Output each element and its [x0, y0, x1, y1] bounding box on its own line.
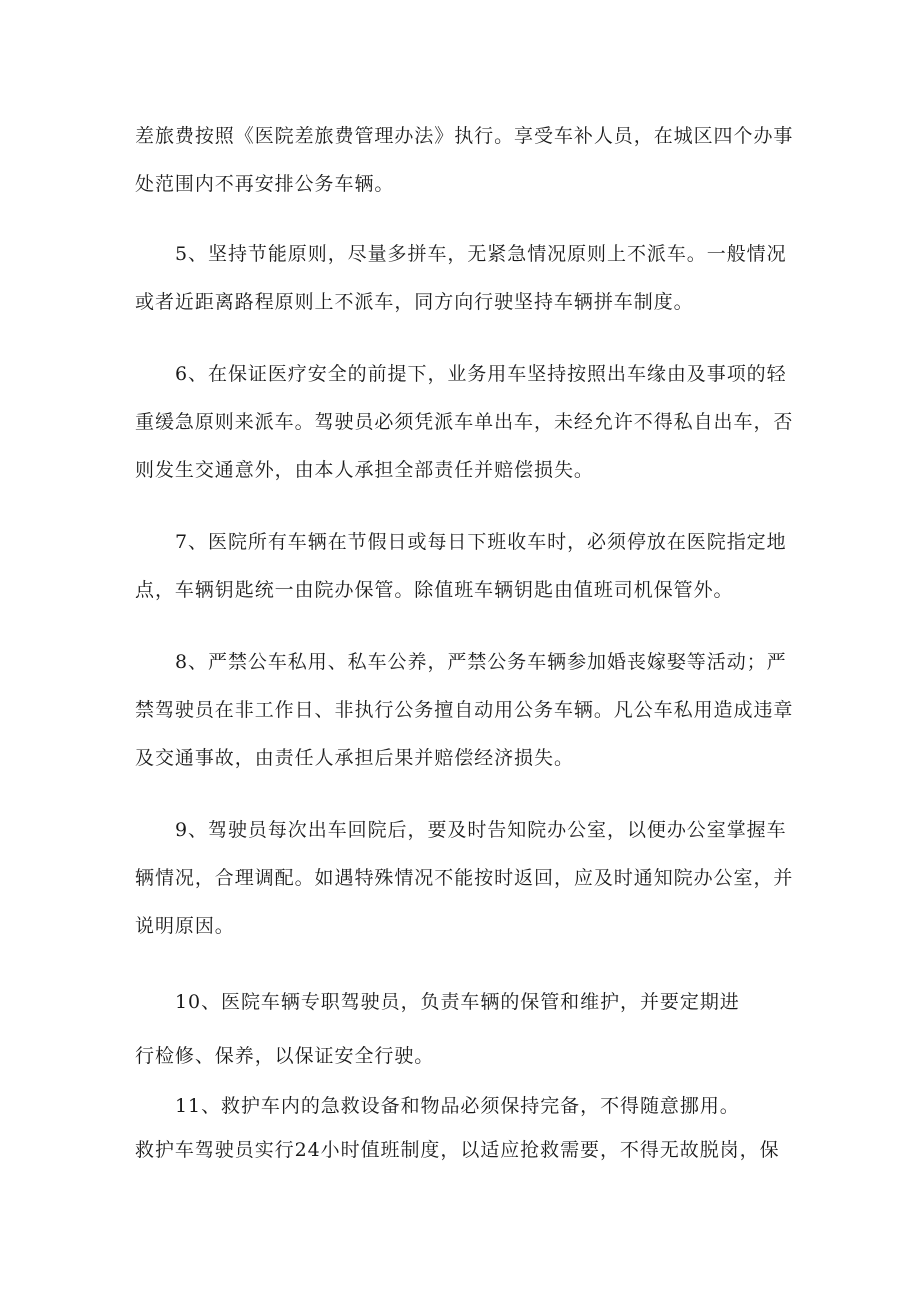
text-line: 处范围内不再安排公务车辆。	[135, 173, 395, 195]
text-line: 重缓急原则来派车。驾驶员必须凭派车单出车，未经允许不得私自出车，否	[135, 411, 794, 433]
paragraph-11-line: 11、救护车内的急救设备和物品必须保持完备，不得随意挪用。	[175, 1095, 740, 1117]
paragraph-9-line: 9、驾驶员每次出车回院后，要及时告知院办公室，以便办公室掌握车	[175, 819, 787, 841]
paragraph-5-line: 5、坚持节能原则，尽量多拼车，无紧急情况原则上不派车。一般情况	[175, 243, 787, 265]
text-line: 或者近距离路程原则上不派车，同方向行驶坚持车辆拼车制度。	[135, 291, 694, 313]
text-line: 点，车辆钥匙统一由院办保管。除值班车辆钥匙由值班司机保管外。	[135, 579, 734, 601]
text-line: 辆情况，合理调配。如遇特殊情况不能按时返回，应及时通知院办公室，并	[135, 867, 794, 889]
text-line: 及交通事故，由责任人承担后果并赔偿经济损失。	[135, 747, 574, 769]
text-line: 行检修、保养，以保证安全行驶。	[135, 1045, 435, 1067]
text-line: 禁驾驶员在非工作日、非执行公务擅自动用公务车辆。凡公车私用造成违章	[135, 699, 794, 721]
paragraph-8-line: 8、严禁公车私用、私车公养，严禁公务车辆参加婚丧嫁娶等活动；严	[175, 651, 787, 673]
paragraph-6-line: 6、在保证医疗安全的前提下，业务用车坚持按照出车缘由及事项的轻	[175, 363, 787, 385]
paragraph-7-line: 7、医院所有车辆在节假日或每日下班收车时，必须停放在医院指定地	[175, 531, 787, 553]
text-line: 说明原因。	[135, 915, 235, 937]
text-line: 则发生交通意外，由本人承担全部责任并赔偿损失。	[135, 459, 594, 481]
paragraph-10-line: 10、医院车辆专职驾驶员，负责车辆的保管和维护，并要定期进	[175, 991, 740, 1013]
text-line: 救护车驾驶员实行24小时值班制度，以适应抢救需要，不得无故脱岗，保	[135, 1139, 780, 1161]
text-line: 差旅费按照《医院差旅费管理办法》执行。享受车补人员，在城区四个办事	[135, 125, 794, 147]
